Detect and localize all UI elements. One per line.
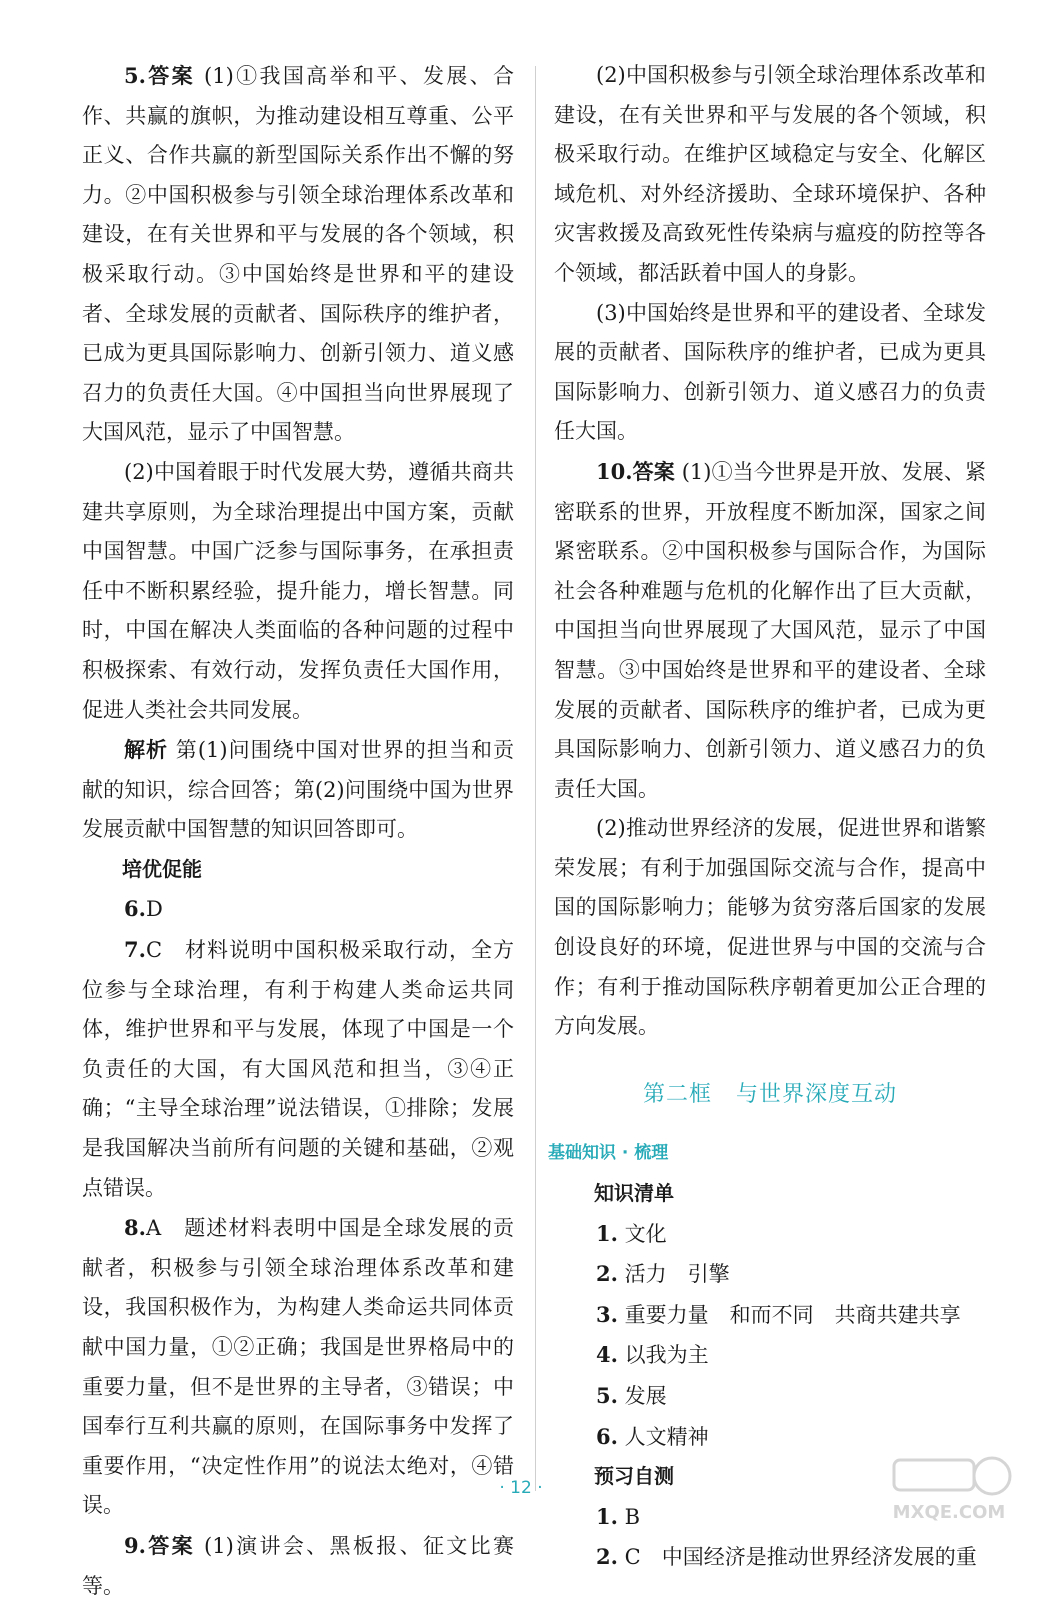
q8-number: 8. <box>124 1215 146 1241</box>
checklist-num: 5. <box>596 1383 618 1408</box>
checklist-text: 以我为主 <box>624 1343 709 1368</box>
q6 <box>82 889 514 930</box>
q9-answer-tag: 答案 <box>145 1532 195 1558</box>
checklist-num: 4. <box>596 1342 618 1368</box>
basic-knowledge-heading: 基础知识 · 梳理 <box>548 1143 669 1164</box>
checklist-text: 活力 引擎 <box>624 1262 730 1287</box>
column-divider <box>535 66 536 1491</box>
q9-part2: (2)中国积极参与引领全球治理体系改革和建设，在有关世界和平与发展的各个领域，积极采取行动。在维护区域稳定与安全、化解区域危机、对外经济援助、全球环境保护、各种灾害救援及高致死性传染病与瘟疫的防控等各个领域，都活跃着中国人的身影。 <box>554 63 986 285</box>
preview-num: 2. <box>596 1544 618 1570</box>
section-title-label: 第二框 <box>642 1081 712 1107</box>
q9-part3: (3)中国始终是世界和平的建设者、全球发展的贡献者、国际秩序的维护者，已成为更具国际影响力、创新引领力、道义感召力的负责任大国。 <box>554 300 986 444</box>
checklist-item <box>554 1214 986 1255</box>
q8-answer: A <box>145 1216 162 1241</box>
q7 <box>82 930 514 1208</box>
page-number: · 12 · <box>499 1478 543 1498</box>
q5-analysis-tag: 解析 <box>124 737 169 763</box>
checklist-item <box>554 1335 986 1376</box>
q5-answer <box>82 56 514 453</box>
q7-number: 7. <box>124 937 146 963</box>
q8-text: 题述材料表明中国是全球发展的贡献者，积极参与引领全球治理体系改革和建设，我国积极作为，为构建人类命运共同体贡献中国力量，①②正确；我国是世界格局中的重要力量，但不是世界的主导者，③错误；中国奉行互利共赢的原则，在国际事务中发挥了重要作用，“决定性作用”的说法太绝对，④错误。 <box>82 1216 515 1518</box>
preview-text: C 中国经济是推动世界经济发展的重 <box>624 1545 977 1570</box>
q10-text: (1)①当今世界是开放、发展、紧密联系的世界，开放程度不断加深，国家之间紧密联系。②中国积极参与国际合作，为国际社会各种难题与危机的化解作出了巨大贡献，中国担当向世界展现了大国风范，显示了中国智慧。③中国始终是世界和平的建设者、全球发展的贡献者、国际秩序的维护者，已成为更具国际影响力、创新引领力、道义感召力的负责任大国。 <box>554 459 986 801</box>
preview-heading: 预习自测 <box>594 1464 674 1489</box>
checklist-text: 人文精神 <box>624 1424 709 1449</box>
q5-answer-text: (1)①我国高举和平、发展、合作、共赢的旗帜，为推动建设相互尊重、公平正义、合作共赢的新型国际关系作出不懈的努力。②中国积极参与引领全球治理体系改革和建设，在有关世界和平与发展的各个领域，积极采取行动。③中国始终是世界和平的建设者、全球发展的贡献者、国际秩序的维护者，已成为更具国际影响力、创新引领力、道义感召力的负责任大国。④中国担当向世界展现了大国风范，显示了中国智慧。 <box>82 64 514 445</box>
q6-number: 6. <box>124 896 146 922</box>
watermark-logo-icon <box>874 1448 1024 1526</box>
q9-number: 9. <box>124 1532 146 1558</box>
section-title <box>554 1075 986 1115</box>
checklist-heading: 知识清单 <box>594 1181 674 1206</box>
preview-num: 1. <box>596 1503 618 1529</box>
q5-analysis <box>82 730 514 850</box>
right-column <box>548 56 986 1578</box>
q6-answer: D <box>145 897 163 922</box>
svg-text:MXQE.COM: MXQE.COM <box>892 1502 1006 1523</box>
q5-analysis-text: 第(1)问围绕中国对世界的担当和贡献的知识，综合回答；第(2)问围绕中国为世界发展贡献中国智慧的知识回答即可。 <box>82 738 515 842</box>
preview-item <box>554 1537 986 1578</box>
checklist-text: 文化 <box>624 1221 667 1246</box>
checklist-num: 1. <box>596 1220 618 1246</box>
section-peiyou: 培优促能 <box>122 856 202 881</box>
checklist-item <box>554 1254 986 1295</box>
q7-text: 材料说明中国积极采取行动，全方位参与全球治理，有利于构建人类命运共同体，维护世界和平与发展，体现了中国是一个负责任的大国，有大国风范和担当，③④正确；“主导全球治理”说法错误，①排除；发展是我国解决当前所有问题的关键和基础，②观点错误。 <box>82 938 515 1200</box>
checklist-item <box>554 1295 986 1336</box>
q10-part2: (2)推动世界经济的发展，促进世界和谐繁荣发展；有利于加强国际交流与合作，提高中国的国际影响力；能够为贫穷落后国家的发展创设良好的环境，促进世界与中国的交流与合作；有利于推动国际秩序朝着更加公正合理的方向发展。 <box>554 816 986 1039</box>
q5-answer-tag: 答案 <box>145 63 195 88</box>
checklist-text: 发展 <box>624 1384 667 1408</box>
q7-answer: C <box>145 938 163 963</box>
q9 <box>82 1526 514 1606</box>
checklist-num: 2. <box>596 1261 618 1287</box>
q9-text: (1)演讲会、黑板报、征文比赛等。 <box>82 1533 514 1598</box>
checklist-num: 6. <box>596 1423 618 1449</box>
checklist-num: 3. <box>596 1301 618 1327</box>
q5-number: 5. <box>124 63 146 88</box>
checklist-item <box>554 1376 986 1417</box>
q10-answer-tag: 答案 <box>632 458 675 484</box>
q10-number: 10. <box>596 458 633 484</box>
q5-part2: (2)中国着眼于时代发展大势，遵循共商共建共享原则，为全球治理提出中国方案，贡献中国智慧。中国广泛参与国际事务，在承担责任中不断积累经验，提升能力，增长智慧。同时，中国在解决人类面临的各种问题的过程中积极探索、有效行动，发挥负责任大国作用，促进人类社会共同发展。 <box>82 459 514 722</box>
checklist-text: 重要力量 和而不同 共商共建共享 <box>624 1302 961 1327</box>
q10-answer <box>554 452 986 809</box>
left-column <box>82 56 514 1606</box>
preview-text: B <box>624 1504 641 1529</box>
section-title-text: 与世界深度互动 <box>736 1081 898 1107</box>
